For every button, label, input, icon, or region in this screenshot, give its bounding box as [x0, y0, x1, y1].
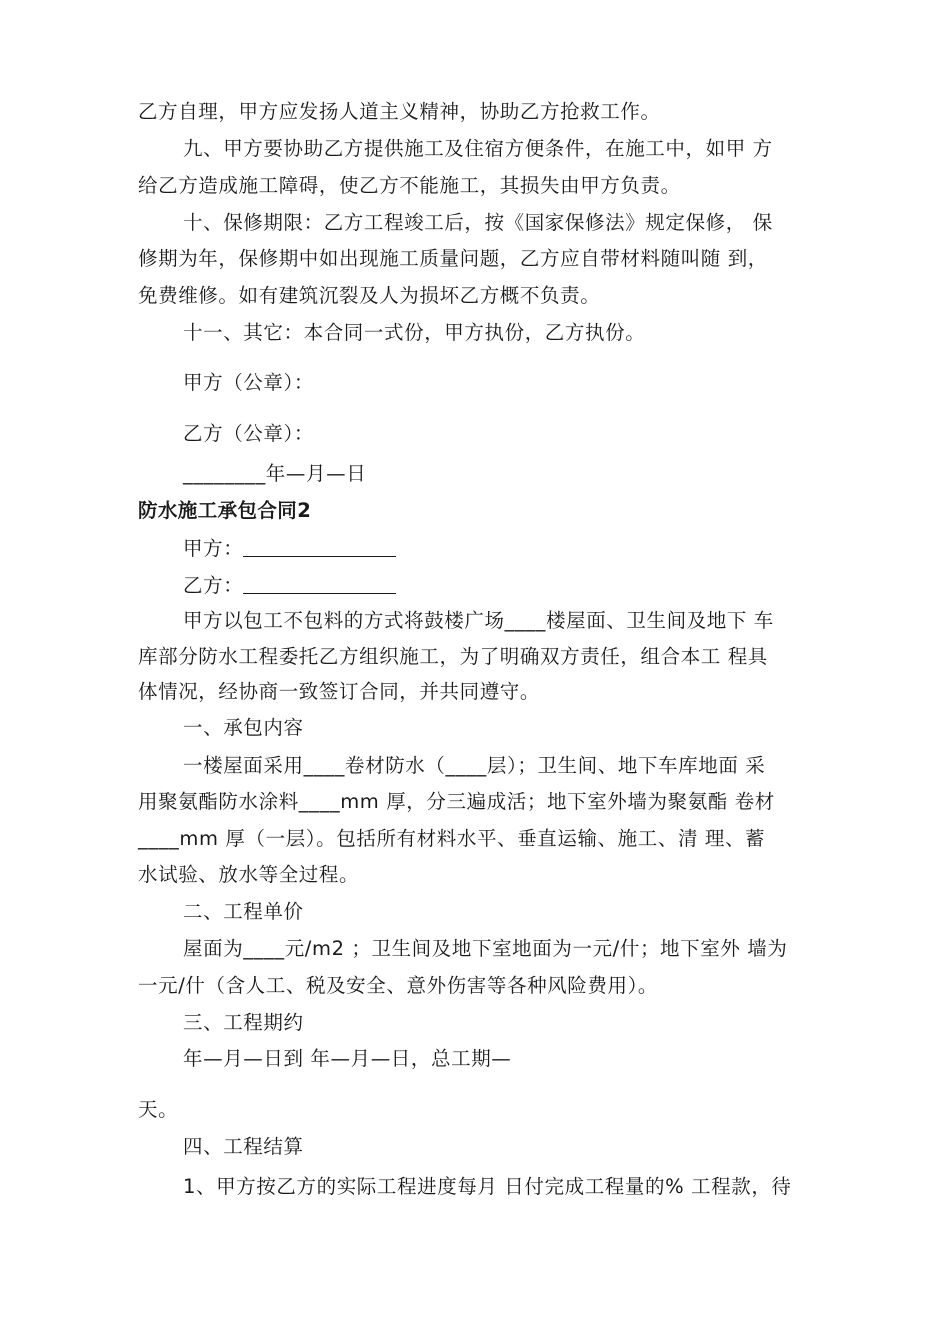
paragraph-line: ____mm 厚（一层）。包括所有材料水平、垂直运输、施工、清 理、蓄 — [138, 827, 766, 850]
paragraph-line: 给乙方造成施工障碍，使乙方不能施工，其损失由甲方负责。 — [138, 174, 681, 197]
party-b-line — [183, 573, 838, 599]
paragraph-line: 水试验、放水等全过程。 — [138, 863, 360, 886]
paragraph-line: 屋面为____元/m2 ；卫生间及地下室地面为一元/什；地下室外 墙为 — [183, 937, 788, 960]
section-heading: 一、承包内容 — [183, 716, 304, 739]
paragraph-line: 一元/什（含人工、税及安全、意外伤害等各种风险费用）。 — [138, 974, 659, 997]
paragraph-line: 甲方以包工不包料的方式将鼓楼广场____楼屋面、卫生间及地下 车 — [183, 609, 774, 632]
party-a-seal-label: 甲方（公章）： — [183, 371, 314, 394]
party-a-label: 甲方： — [183, 537, 244, 560]
paragraph-line: 用聚氨酯防水涂料____mm 厚，分三遍成活；地下室外墙为聚氨酯 卷材 — [138, 790, 775, 813]
paragraph-line: 1、甲方按乙方的实际工程进度每月 日付完成工程量的% 工程款，待 — [183, 1175, 792, 1198]
clause-ten-line: 十、保修期限：乙方工程竣工后，按《国家保修法》规定保修， 保 — [183, 211, 773, 234]
party-b-blank — [243, 573, 396, 594]
paragraph-line: 一楼屋面采用____卷材防水（____层）；卫生间、地下车库地面 采 — [183, 754, 766, 777]
paragraph-line: 修期为年，保修期中如出现施工质量问题，乙方应自带材料随叫随 到， — [138, 247, 768, 270]
party-a-blank — [243, 536, 396, 557]
paragraph-line: 库部分防水工程委托乙方组织施工，为了明确双方责任，组合本工 程具 — [138, 645, 768, 668]
section-heading: 三、工程期约 — [183, 1011, 304, 1034]
paragraph-line: 年—月—日到 年—月—日，总工期— — [183, 1047, 512, 1070]
party-b-seal-label: 乙方（公章）： — [183, 422, 314, 445]
paragraph-line: 免费维修。如有建筑沉裂及人为损坏乙方概不负责。 — [138, 284, 601, 307]
clause-nine-line: 九、甲方要协助乙方提供施工及住宿方便条件，在施工中，如甲 方 — [183, 137, 773, 160]
contract-title: 防水施工承包合同2 — [138, 499, 312, 522]
signature-date-line: ________年—月—日 — [183, 462, 367, 485]
section-heading: 四、工程结算 — [183, 1135, 304, 1158]
clause-eleven-line: 十一、其它：本合同一式份，甲方执份，乙方执份。 — [183, 321, 646, 344]
section-heading: 二、工程单价 — [183, 900, 304, 923]
paragraph-line: 天。 — [138, 1098, 179, 1121]
paragraph-line: 乙方自理，甲方应发扬人道主义精神，协助乙方抢救工作。 — [138, 100, 661, 123]
party-a-line — [183, 536, 838, 562]
paragraph-line: 体情况，经协商一致签订合同，并共同遵守。 — [138, 680, 541, 703]
party-b-label: 乙方： — [183, 574, 244, 597]
